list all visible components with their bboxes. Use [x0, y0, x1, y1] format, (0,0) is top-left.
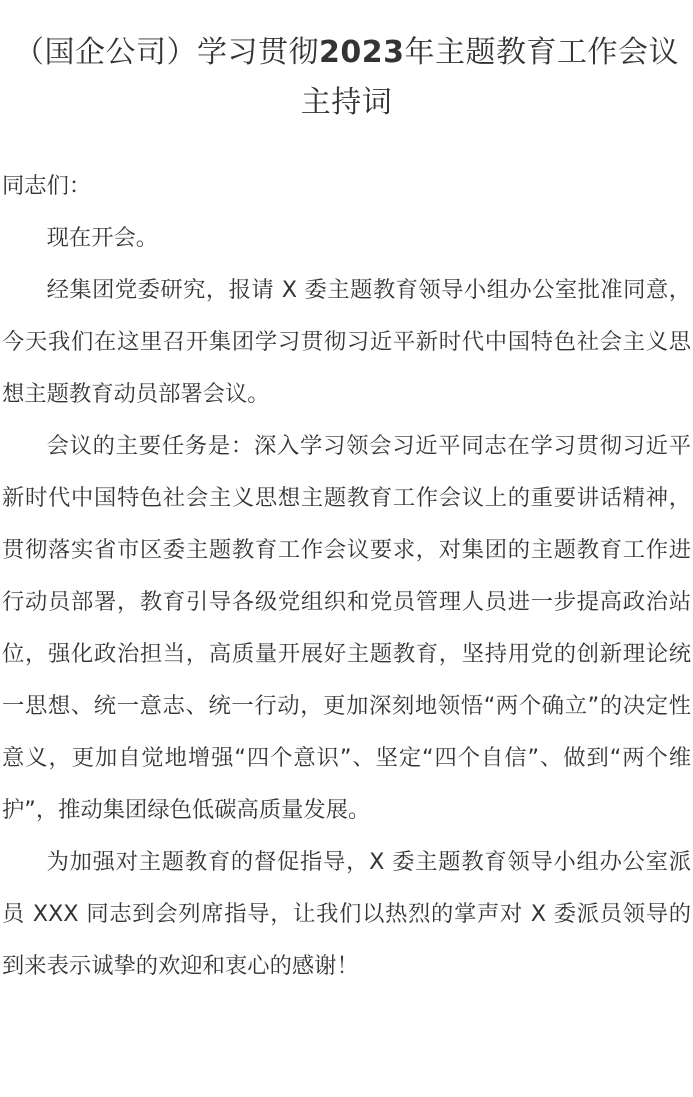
title-year: 2023: [319, 35, 405, 70]
document-body: [2, 160, 691, 992]
paragraph-opening: 现在开会。: [46, 225, 159, 251]
title-prefix: （国企公司）学习贯彻: [14, 35, 319, 70]
paragraph-approval: 经集团党委研究，报请 X 委主题教育领导小组办公室批准同意，今天我们在这里召开集团学习贯彻习近平新时代中国特色社会主义思想主题教育动员部署会议。: [2, 277, 691, 407]
document-title: [0, 0, 693, 128]
salutation: 同志们：: [2, 173, 92, 199]
paragraph-main-task: 会议的主要任务是：深入学习领会习近平同志在学习贯彻习近平新时代中国特色社会主义思想主题教育工作会议上的重要讲话精神，贯彻落实省市区委主题教育工作会议要求，对集团的主题教育工作进行动员部署，教育引导各级党组织和党员管理人员进一步提高政治站位，强化政治担当，高质量开展好主题教育，坚持用党的创新理论统一思想、统一意志、统一行动，更加深刻地领悟“两个确立”的决定性意义，更加自觉地增强“四个意识”、坚定“四个自信”、做到“两个维护”，推动集团绿色低碳高质量发展。: [2, 433, 691, 823]
paragraph-welcome: 为加强对主题教育的督促指导，X 委主题教育领导小组办公室派员 XXX 同志到会列席指导，让我们以热烈的掌声对 X 委派员领导的到来表示诚挚的欢迎和衷心的感谢！: [2, 849, 691, 979]
title-suffix: 年主题教育工作会议主持词: [300, 35, 679, 120]
